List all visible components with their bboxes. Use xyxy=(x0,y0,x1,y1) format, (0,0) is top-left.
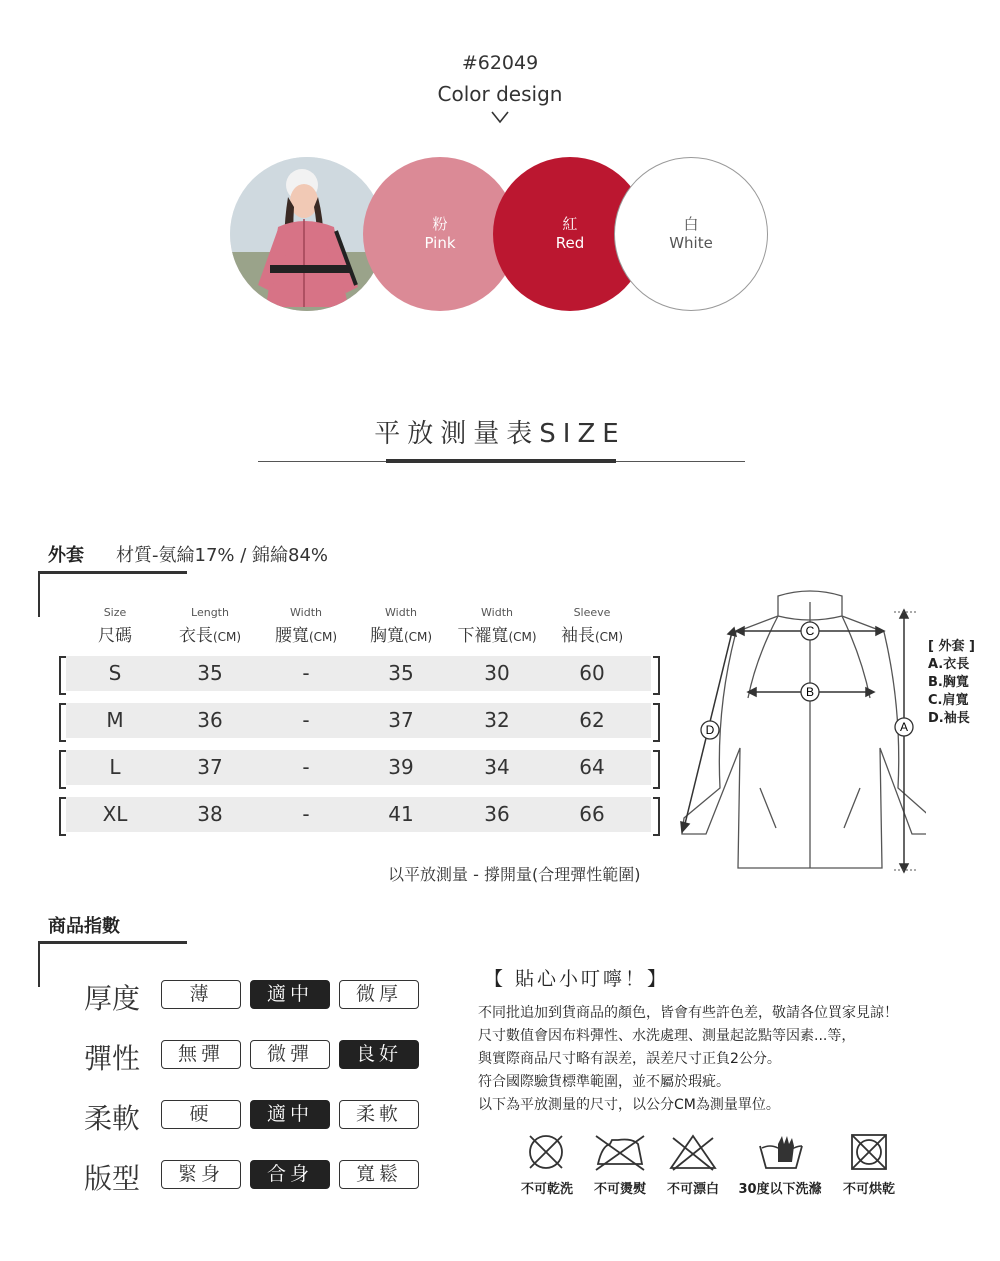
cell-sleeve: 62 xyxy=(579,708,605,732)
index-label-softness: 柔軟 xyxy=(84,1102,141,1135)
header-hem xyxy=(447,606,547,646)
header-waist xyxy=(256,606,356,646)
index-label-elasticity: 彈性 xyxy=(84,1042,141,1075)
header-size-zh: 尺碼 xyxy=(98,626,132,646)
cell-waist: - xyxy=(302,708,310,732)
cell-chest: 35 xyxy=(388,661,414,685)
material-info: 材質-氨綸17% / 錦綸84% xyxy=(116,545,329,566)
model-photo xyxy=(230,157,384,311)
section-underline-vertical xyxy=(38,941,40,987)
color-red-zh: 紅 xyxy=(562,215,578,233)
cell-hem: 34 xyxy=(484,755,510,779)
header-length xyxy=(160,606,260,646)
header-length-en: Length xyxy=(191,606,229,619)
cell-waist: - xyxy=(302,661,310,685)
chevron-down-icon xyxy=(490,110,510,124)
option-no-stretch: 無彈 xyxy=(161,1040,241,1069)
section-underline-vertical xyxy=(38,571,40,617)
cell-sleeve: 64 xyxy=(579,755,605,779)
header-chest xyxy=(351,606,451,646)
cell-chest: 39 xyxy=(388,755,414,779)
header-waist-en: Width xyxy=(290,606,322,619)
cell-hem: 36 xyxy=(484,802,510,826)
index-label-thickness: 厚度 xyxy=(84,982,141,1015)
cell-sleeve: 60 xyxy=(579,661,605,685)
cell-length: 37 xyxy=(197,755,223,779)
header-sleeve-zh: 袖長(CM) xyxy=(560,626,624,646)
legend-b: B.胸寬 xyxy=(928,675,969,690)
header-size-en: Size xyxy=(103,606,127,619)
marker-b: B xyxy=(805,685,815,699)
care-label-no-tumble-dry: 不可烘乾 xyxy=(842,1182,895,1197)
header-chest-zh: 胸寬(CM) xyxy=(369,626,433,646)
option-medium-selected: 適中 xyxy=(250,1100,330,1129)
legend-d: D.袖長 xyxy=(928,711,970,726)
row-bracket-right xyxy=(653,797,660,836)
title-divider-accent xyxy=(386,459,616,463)
header-length-zh: 衣長(CM) xyxy=(178,626,242,646)
header-waist-zh: 腰寬(CM) xyxy=(274,626,338,646)
care-label-no-iron: 不可燙熨 xyxy=(593,1182,646,1197)
section-underline xyxy=(38,571,187,574)
marker-c: C xyxy=(805,624,815,638)
legend-title: [ 外套 ] xyxy=(928,639,975,654)
index-label-fit: 版型 xyxy=(84,1162,141,1195)
cell-chest: 37 xyxy=(388,708,414,732)
header-sleeve-en: Sleeve xyxy=(573,606,611,619)
header-hem-en: Width xyxy=(481,606,513,619)
note-line: 尺寸數值會因布料彈性、水洗處理、測量起訖點等因素...等， xyxy=(478,1028,856,1044)
cell-sleeve: 66 xyxy=(579,802,605,826)
care-label-hand-wash: 30度以下洗滌 xyxy=(738,1182,822,1197)
cell-size: XL xyxy=(102,802,128,826)
option-thick: 微厚 xyxy=(339,980,419,1009)
option-thin: 薄 xyxy=(161,980,241,1009)
option-tight: 緊身 xyxy=(161,1160,241,1189)
legend-c: C.肩寬 xyxy=(928,693,969,708)
color-white-en: White xyxy=(669,234,713,252)
care-label-no-bleach: 不可漂白 xyxy=(666,1182,719,1197)
note-line: 不同批追加到貨商品的顏色，皆會有些許色差，敬請各位買家見諒！ xyxy=(478,1005,898,1021)
care-label-no-dry-clean: 不可乾洗 xyxy=(520,1182,573,1197)
no-iron-icon xyxy=(592,1132,648,1172)
jacket-section-title: 外套 xyxy=(48,545,84,566)
row-bracket-right xyxy=(653,750,660,789)
hand-wash-30-icon xyxy=(756,1132,806,1172)
header-sleeve xyxy=(542,606,642,646)
header-size xyxy=(65,606,165,646)
color-pink-zh: 粉 xyxy=(432,215,448,233)
option-soft: 柔軟 xyxy=(339,1100,419,1129)
jacket-measurement-diagram xyxy=(676,588,926,878)
color-pink-en: Pink xyxy=(424,234,456,252)
cell-hem: 30 xyxy=(484,661,510,685)
no-bleach-icon xyxy=(667,1132,719,1172)
no-dry-clean-icon xyxy=(526,1132,566,1172)
cell-size: L xyxy=(109,755,121,779)
option-hard: 硬 xyxy=(161,1100,241,1129)
legend-a: A.衣長 xyxy=(928,657,970,672)
marker-d: D xyxy=(705,723,715,737)
note-line: 符合國際驗貨標準範圍，並不屬於瑕疵。 xyxy=(478,1074,730,1090)
option-slight-stretch: 微彈 xyxy=(250,1040,330,1069)
cell-waist: - xyxy=(302,802,310,826)
color-design-title: Color design xyxy=(437,82,563,106)
header-hem-zh: 下襬寬(CM) xyxy=(457,626,537,646)
color-red-en: Red xyxy=(555,234,585,252)
note-line: 以下為平放測量的尺寸，以公分CM為測量單位。 xyxy=(478,1097,780,1113)
header-chest-en: Width xyxy=(385,606,417,619)
index-section-title: 商品指數 xyxy=(48,916,120,937)
cell-length: 38 xyxy=(197,802,223,826)
option-good-stretch-selected: 良好 xyxy=(339,1040,419,1069)
color-white-zh: 白 xyxy=(683,215,699,233)
row-bracket-right xyxy=(653,656,660,695)
option-regular-selected: 合身 xyxy=(250,1160,330,1189)
note-line: 與實際商品尺寸略有誤差，誤差尺寸正負2公分。 xyxy=(478,1051,781,1067)
section-underline xyxy=(38,941,187,944)
cell-waist: - xyxy=(302,755,310,779)
cell-length: 35 xyxy=(197,661,223,685)
color-swatch-white[interactable] xyxy=(614,157,768,311)
notes-title: 【 貼心小叮嚀！】 xyxy=(484,968,670,990)
measurement-note: 以平放測量 - 撐開量(合理彈性範圍) xyxy=(388,865,641,884)
model-photo-illustration xyxy=(230,157,384,311)
cell-length: 36 xyxy=(197,708,223,732)
option-medium-selected: 適中 xyxy=(250,980,330,1009)
cell-size: S xyxy=(108,661,122,685)
cell-chest: 41 xyxy=(388,802,414,826)
size-table-title: 平放測量表SIZE xyxy=(374,419,626,449)
cell-hem: 32 xyxy=(484,708,510,732)
no-tumble-dry-icon xyxy=(849,1132,889,1172)
row-bracket-right xyxy=(653,703,660,742)
marker-a: A xyxy=(899,720,909,734)
product-code: #62049 xyxy=(461,52,539,74)
option-loose: 寬鬆 xyxy=(339,1160,419,1189)
cell-size: M xyxy=(106,708,124,732)
